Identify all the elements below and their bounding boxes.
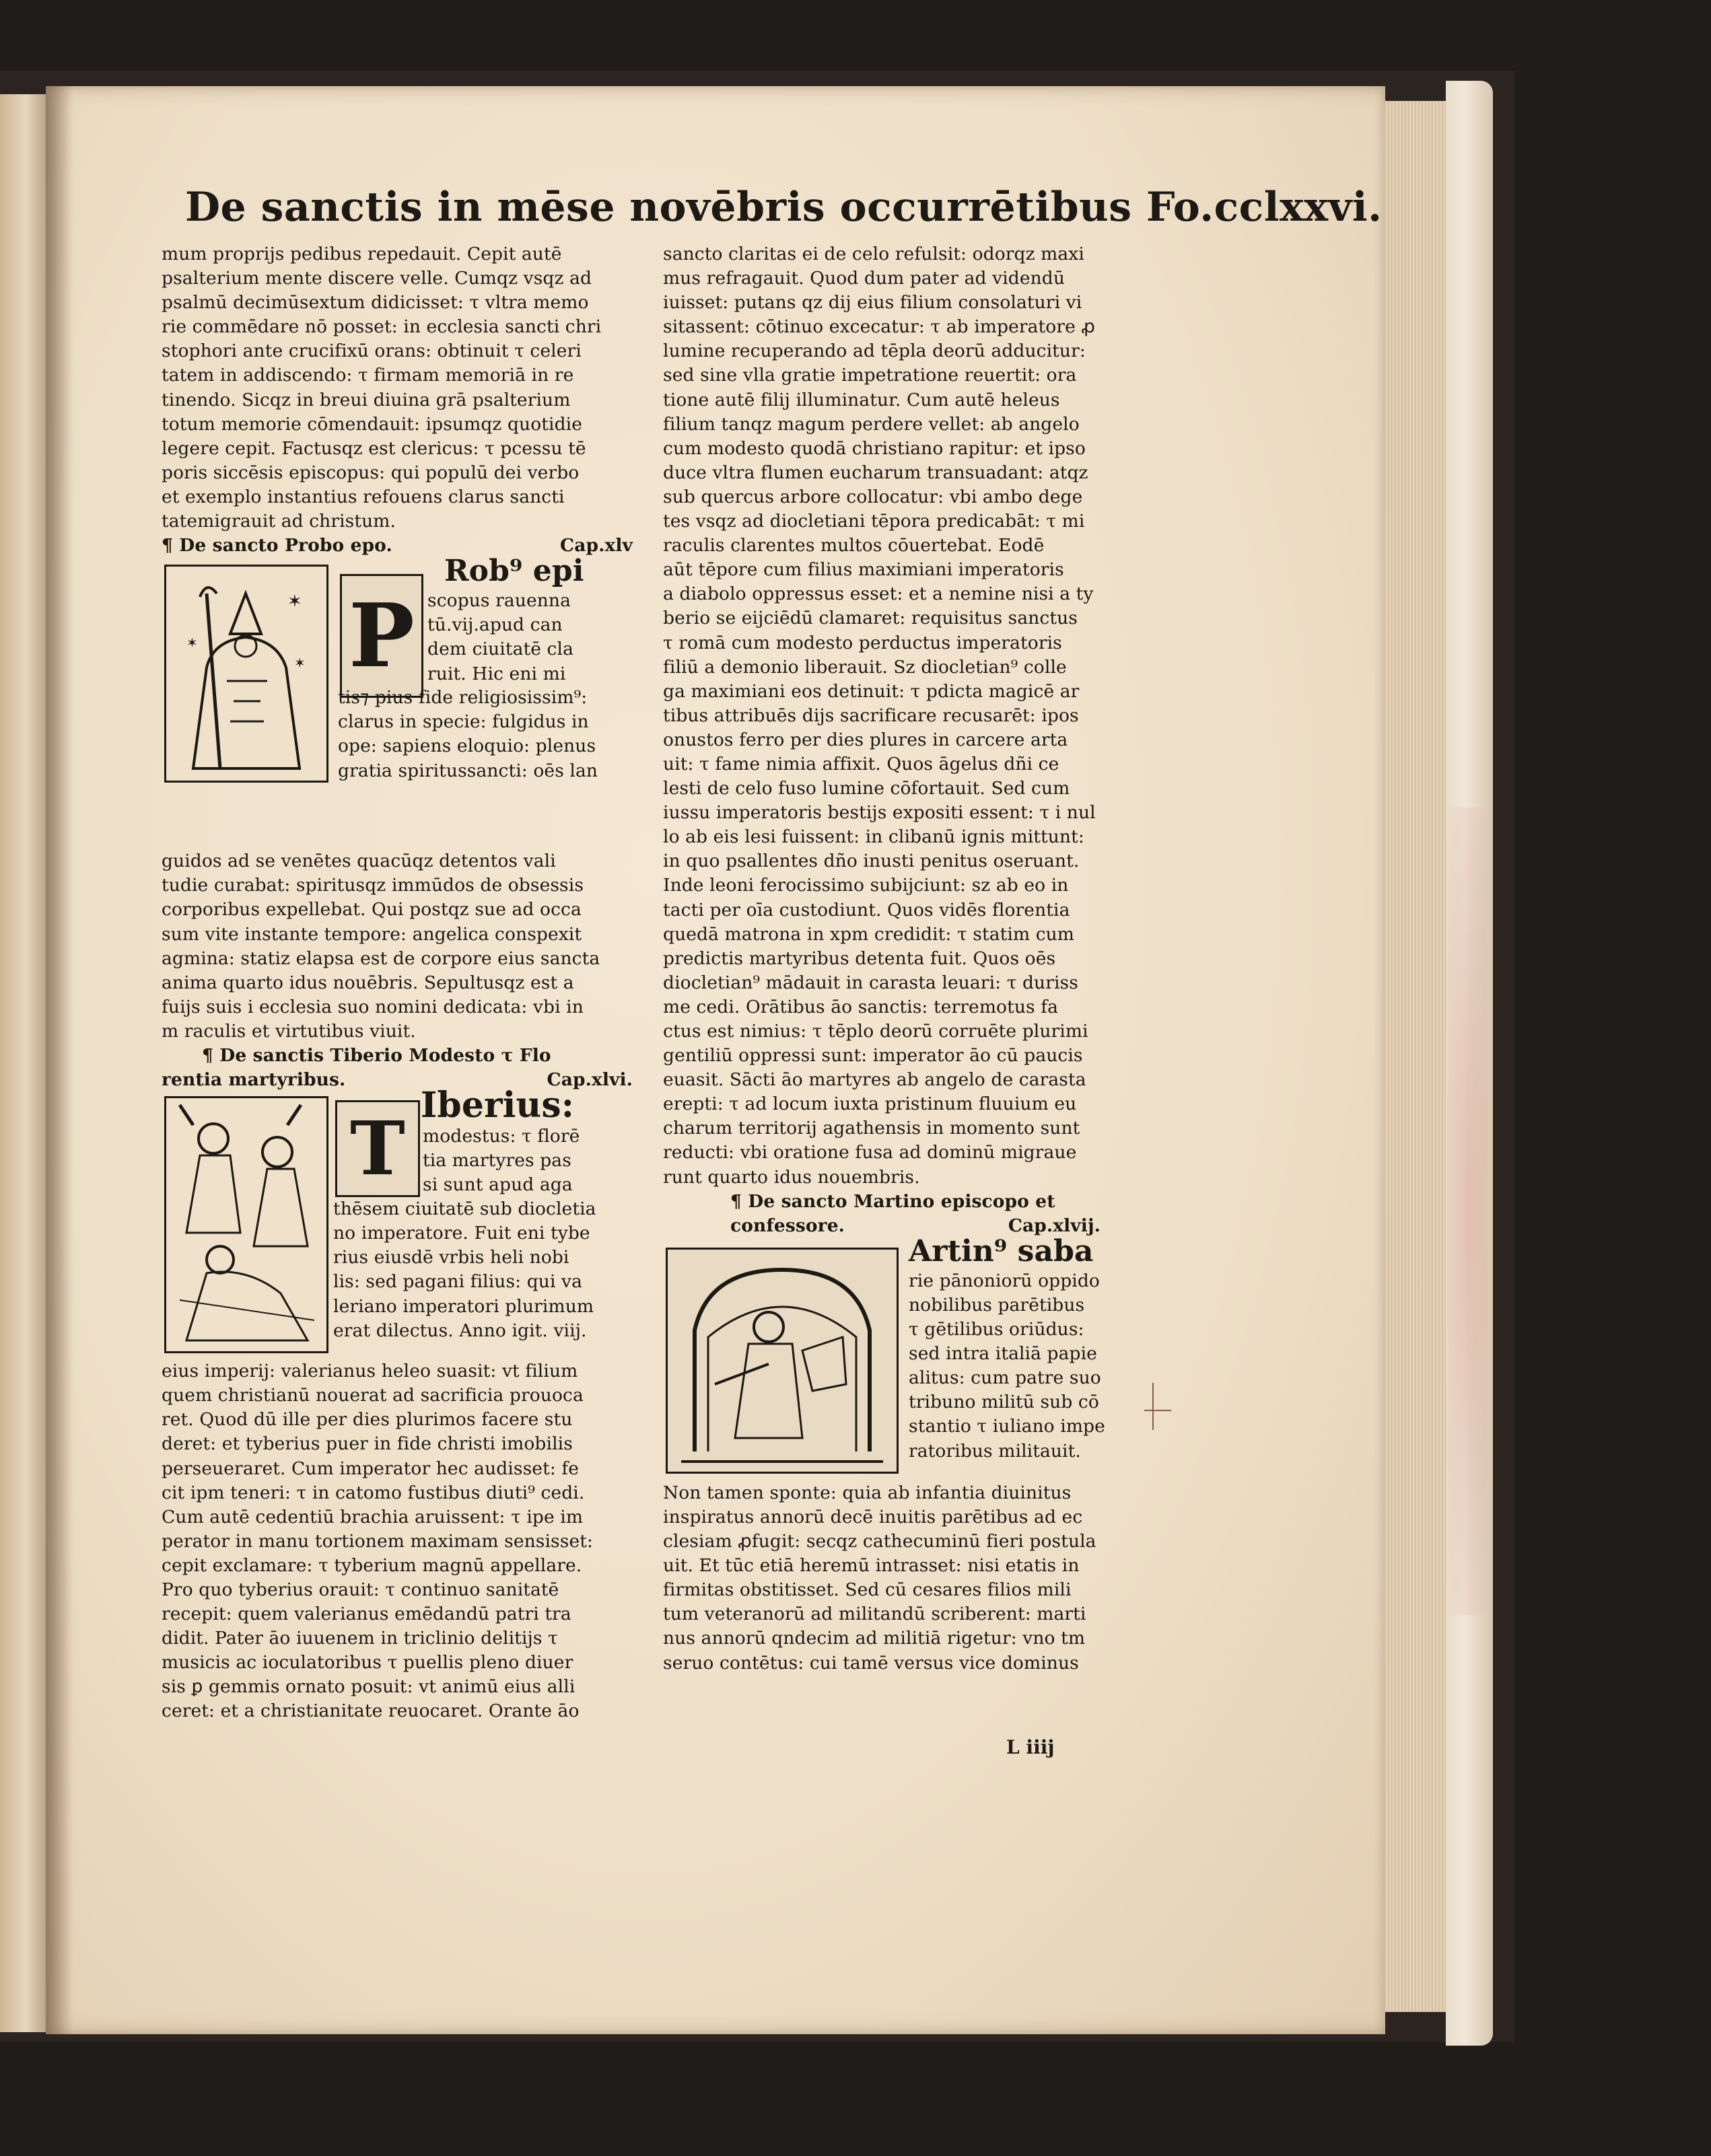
text-line: lis: sed pagani filius: qui va	[333, 1271, 583, 1293]
text-line: nobilibus parētibus	[909, 1294, 1085, 1316]
tiberius-beside-text-2	[333, 1197, 650, 1343]
text-line: perseueraret. Cum imperator hec audisset: fe	[162, 1458, 580, 1479]
martin-block	[663, 1233, 1141, 1481]
text-line: deret: et tyberius puer in fide christi imobilis	[162, 1433, 573, 1455]
text-line: tum veteranorū ad militandū scriberent: marti	[663, 1604, 1086, 1625]
text-line: poris siccēsis episcopus: qui populū dei verbo	[162, 462, 580, 483]
martyrdom-woodcut-image	[166, 1098, 326, 1351]
rubric-title-text: rentia martyribus.	[162, 1069, 346, 1091]
text-line: charum territorij agathensis in momento sunt	[663, 1118, 1080, 1139]
text-line: eius imperij: valerianus heleo suasit: vt filium	[162, 1361, 578, 1382]
signature-mark: L iiij	[1006, 1736, 1055, 1758]
rubric-title-text: De sanctis Tiberio Modesto τ Flo	[219, 1044, 551, 1066]
rubric-chapter-number: Cap.xlv	[560, 535, 633, 556]
text-line: sum vite instante tempore: angelica conspexit	[162, 923, 582, 945]
pilcrow-icon: ¶	[202, 1044, 213, 1066]
text-line: uit. Et tūc etiā heremū intrasset: nisi etatis in	[663, 1555, 1080, 1577]
text-line: agmina: statiz elapsa est de corpore eius sancta	[162, 947, 600, 969]
text-line: gratia spiritussancti: oēs lan	[338, 760, 598, 781]
text-line: seruo contētus: cui tamē versus vice dominus	[663, 1652, 1079, 1674]
text-line: erepti: τ ad locum iuxta pristinum fluuium eu	[663, 1093, 1077, 1115]
text-line: m raculis et virtutibus viuit.	[162, 1020, 416, 1042]
decorated-initial-t	[335, 1100, 420, 1197]
text-line: ratoribus militauit.	[909, 1440, 1081, 1462]
text-line: tibus attribuēs dijs sacrificare recusarēt: ipos	[663, 705, 1079, 726]
text-line: Cum autē cedentiū brachia aruissent: τ ipe im	[162, 1506, 584, 1528]
text-line: scopus rauenna	[427, 590, 571, 612]
rubric-title-text: De sancto Martino episcopo et	[748, 1190, 1055, 1212]
text-line: anima quarto idus nouēbris. Sepultusqz est a	[162, 972, 574, 993]
left-column	[162, 242, 646, 1724]
initial-letter: P	[349, 584, 415, 688]
martin-after-text	[663, 1481, 1141, 1676]
text-line: no imperatore. Fuit eni tybe	[333, 1223, 590, 1244]
text-line: ctus est nimius: τ tēplo deorū corruēte plurimi	[663, 1021, 1088, 1042]
text-line: ga maximiani eos detinuit: τ pdicta magicē ar	[663, 680, 1080, 702]
text-line: sed sine vlla gratie impetratione reuertit: ora	[663, 365, 1077, 386]
text-line: sub quercus arbore collocatur: vbi ambo dege	[663, 486, 1083, 507]
text-line: gentiliū oppressi sunt: imperator āo cū paucis	[663, 1045, 1083, 1067]
text-line: totum memorie cōmendauit: ipsumqz quotidie	[162, 413, 583, 435]
text-line: quedā matrona in xpm credidit: τ statim cum	[663, 923, 1075, 945]
gutter-shadow	[46, 86, 73, 2034]
svg-text:✶: ✶	[294, 655, 306, 672]
text-line: leriano imperatori plurimum	[333, 1295, 594, 1317]
text-line: tis⁊ pius fide religiosissim⁹:	[338, 687, 588, 709]
text-line: et exemplo instantius refouens clarus sancti	[162, 486, 565, 507]
rubric-title-text: confessore.	[730, 1215, 845, 1236]
text-line: rie pānoniorū oppido	[909, 1270, 1100, 1291]
cover-stain	[1447, 807, 1488, 1615]
text-line: quem christianū nouerat ad sacrificia prouoca	[162, 1385, 584, 1406]
rubric-chapter-number: Cap.xlvi.	[547, 1069, 633, 1091]
text-line: clesiam ꝓfugit: secqz cathecuminū fieri postula	[663, 1531, 1096, 1552]
text-line: ruit. Hic eni mi	[427, 663, 566, 684]
text-line: guidos ad se venētes quacūqz detentos vali	[162, 851, 556, 872]
rubric-title-text: De sancto Probo epo.	[179, 535, 392, 556]
left-intro-text	[162, 242, 646, 534]
probus-block	[162, 554, 646, 849]
text-line: lesti de celo fuso lumine cōfortauit. Sed cum	[663, 778, 1070, 799]
marginal-ink-mark	[1144, 1410, 1171, 1411]
text-line: psalmū decimūsextum didicisset: τ vltra memo	[162, 292, 589, 314]
text-line: lo ab eis lesi fuissent: in clibanū ignis mittunt:	[663, 826, 1084, 848]
text-line: erat dilectus. Anno igit. viij.	[333, 1320, 587, 1341]
tiberius-after-text	[162, 1359, 646, 1723]
martin-beside-text	[909, 1269, 1141, 1464]
text-line: tia martyres pas	[423, 1150, 571, 1172]
text-line: modestus: τ florē	[423, 1126, 580, 1147]
text-line: predictis martyribus detenta fuit. Quos oēs	[663, 947, 1056, 969]
text-line: duce vltra flumen eucharum transuadant: atqz	[663, 462, 1088, 483]
tiberius-beside-text	[423, 1124, 648, 1197]
initial-letter: T	[350, 1105, 405, 1192]
text-line: reducti: vbi oratione fusa ad dominū migraue	[663, 1142, 1077, 1163]
martyrdom-woodcut-illustration	[164, 1096, 328, 1353]
text-line: corporibus expellebat. Qui postqz sue ad occa	[162, 899, 582, 921]
rubric-chapter-number: Cap.xlvij.	[1008, 1215, 1101, 1236]
text-line: aūt tēpore cum filius maximiani imperatoris	[663, 559, 1064, 581]
pilcrow-icon: ¶	[162, 535, 173, 556]
text-line: cepit exclamare: τ tyberium magnū appellare.	[162, 1554, 582, 1576]
text-line: berio se eijciēdū clamaret: requisitus sanctus	[663, 608, 1078, 629]
chapter-rubric-tiberius	[162, 1044, 646, 1068]
probus-beside-text	[427, 589, 650, 686]
text-line: cum modesto quodā christiano rapitur: et ipso	[663, 437, 1086, 459]
text-line: in quo psallentes dño inusti penitus oseruant.	[663, 851, 1080, 872]
text-line: sed intra italiā papie	[909, 1343, 1097, 1365]
text-line: τ romā cum modesto perductus imperatoris	[663, 632, 1062, 653]
text-line: sitassent: cōtinuo excecatur: τ ab imperatore ꝓ	[663, 316, 1096, 338]
text-line: tacti per oīa custodiunt. Quos vidēs florentia	[663, 899, 1070, 921]
tiberius-lead-word: Iberius:	[421, 1085, 574, 1126]
right-column	[663, 242, 1141, 1676]
bishop-woodcut-image	[166, 567, 326, 781]
text-line: Pro quo tyberius orauit: τ continuo sanitatē	[162, 1579, 559, 1600]
text-line: τ gētilibus oriūdus:	[909, 1319, 1084, 1340]
text-line: tudie curabat: spiritusqz immūdos de obsessis	[162, 875, 584, 896]
text-line: a diabolo oppressus esset: et a nemine nisi a ty	[663, 583, 1094, 605]
text-line: cit ipm teneri: τ in catomo fustibus diuti⁹ cedi.	[162, 1482, 585, 1503]
text-line: rius eiusdē vrbis heli nobi	[333, 1247, 569, 1268]
text-line: clarus in specie: fulgidus in	[338, 711, 589, 733]
text-line: fuijs suis i ecclesia suo nomini dedicata: vbi in	[162, 996, 584, 1017]
text-line: sis ꝑ gemmis ornato posuit: vt animū eius alli	[162, 1676, 575, 1698]
text-line: tinendo. Sicqz in breui diuina grā psalterium	[162, 389, 571, 410]
marginal-ink-mark-vertical	[1152, 1383, 1154, 1430]
martin-decorated-initial-woodcut	[666, 1248, 899, 1474]
text-line: diocletian⁹ mādauit in carasta leuari: τ duriss	[663, 972, 1078, 993]
text-line: sancto claritas ei de celo refulsit: odorqz maxi	[663, 244, 1084, 264]
text-line: ret. Quod dū ille per dies plurimos facere stu	[162, 1409, 573, 1431]
text-line: alitus: cum patre suo	[909, 1367, 1101, 1389]
text-line: nus annorū qndecim ad militiā rigetur: vno tm	[663, 1628, 1086, 1649]
running-header: De sanctis in mēse novēbris occurrētibus Fo.cclxxvi.	[185, 184, 1383, 231]
pilcrow-icon: ¶	[730, 1190, 742, 1212]
tiberius-block	[162, 1085, 646, 1359]
text-line: euasit. Sācti āo martyres ab angelo de carasta	[663, 1069, 1086, 1091]
decorated-initial-p	[340, 574, 423, 698]
svg-text:✶: ✶	[186, 635, 198, 651]
text-line: iuisset: putans qz dij eius filium consolaturi vi	[663, 292, 1082, 314]
text-line: ceret: et a christianitate reuocaret. Orante āo	[162, 1700, 580, 1722]
text-line: Non tamen sponte: quia ab infantia diuinitus	[663, 1482, 1072, 1503]
text-line: thēsem ciuitatē sub diocletia	[333, 1198, 596, 1220]
text-line: perator in manu tortionem maximam sensisset:	[162, 1530, 594, 1552]
chapter-rubric-martin	[663, 1190, 1141, 1214]
probus-beside-text-2	[338, 686, 648, 783]
text-line: dem ciuitatē cla	[427, 639, 573, 660]
text-line: me cedi. Orātibus āo sanctis: terremotus fa	[663, 996, 1059, 1017]
text-line: stophori ante crucifixū orans: obtinuit τ celeri	[162, 340, 582, 362]
text-line: tione autē filij illuminatur. Cum autē heleus	[663, 389, 1060, 410]
left-page-edge	[0, 94, 47, 2032]
text-line: tes vsqz ad diocletiani tēpora predicabāt: τ mi	[663, 511, 1085, 532]
text-line: legere cepit. Factusqz est clericus: τ pcessu tē	[162, 437, 586, 459]
text-line: si sunt apud aga	[423, 1174, 573, 1196]
text-line: musicis ac ioculatoribus τ puellis pleno diuer	[162, 1652, 573, 1674]
probus-after-text	[162, 849, 646, 1044]
bishop-woodcut-illustration	[164, 565, 328, 783]
martin-woodcut-image	[668, 1250, 897, 1472]
text-line: filiū a demonio liberauit. Sz diocletian⁹ colle	[663, 656, 1067, 678]
fore-edge	[1385, 101, 1446, 2012]
martin-lead-word: Artin⁹ saba	[909, 1233, 1094, 1268]
text-line: onustos ferro per dies plures in carcere arta	[663, 729, 1068, 750]
probus-lead-word: Rob⁹ epi	[444, 554, 584, 589]
text-line: Inde leoni ferocissimo subijciunt: sz ab eo in	[663, 875, 1069, 896]
text-line: rie commēdare nō posset: in ecclesia sancti chri	[162, 316, 602, 338]
text-line: uit: τ fame nimia affixit. Quos āgelus dñi ce	[663, 753, 1059, 775]
text-line: mus refragauit. Quod dum pater ad videndū	[663, 268, 1066, 289]
text-line: tū.vij.apud can	[427, 614, 563, 636]
right-intro-text	[663, 242, 1141, 1190]
text-line: firmitas obstitisset. Sed cū cesares filios mili	[663, 1579, 1072, 1601]
text-line: lumine recuperando ad tēpla deorū adducitur:	[663, 340, 1086, 362]
text-line: runt quarto idus nouembris.	[663, 1166, 920, 1188]
text-line: recepit: quem valerianus emēdandū patri tra	[162, 1604, 571, 1625]
text-line: ope: sapiens eloquio: plenus	[338, 735, 596, 757]
text-line: tribuno militū sub cō	[909, 1392, 1099, 1413]
text-line: raculis clarentes multos cōuertebat. Eodē	[663, 535, 1045, 556]
text-line: filium tanqz magum perdere vellet: ab angelo	[663, 413, 1080, 435]
rubric-title	[162, 534, 392, 558]
text-line: iussu imperatoris bestijs expositi essent: τ i nul	[663, 802, 1096, 824]
text-line: inspiratus annorū decē inuitis parētibus ad ec	[663, 1506, 1083, 1528]
text-line: psalterium mente discere velle. Cumqz vsqz ad	[162, 268, 592, 289]
text-line: tatemigrauit ad christum.	[162, 511, 396, 532]
text-line: mum proprijs pedibus repedauit. Cepit autē	[162, 244, 562, 264]
svg-text:✶: ✶	[287, 591, 302, 612]
text-line: stantio τ iuliano impe	[909, 1416, 1105, 1437]
text-line: didit. Pater āo iuuenem in triclinio delitijs τ	[162, 1628, 558, 1649]
text-line: tatem in addiscendo: τ firmam memoriā in re	[162, 365, 574, 386]
